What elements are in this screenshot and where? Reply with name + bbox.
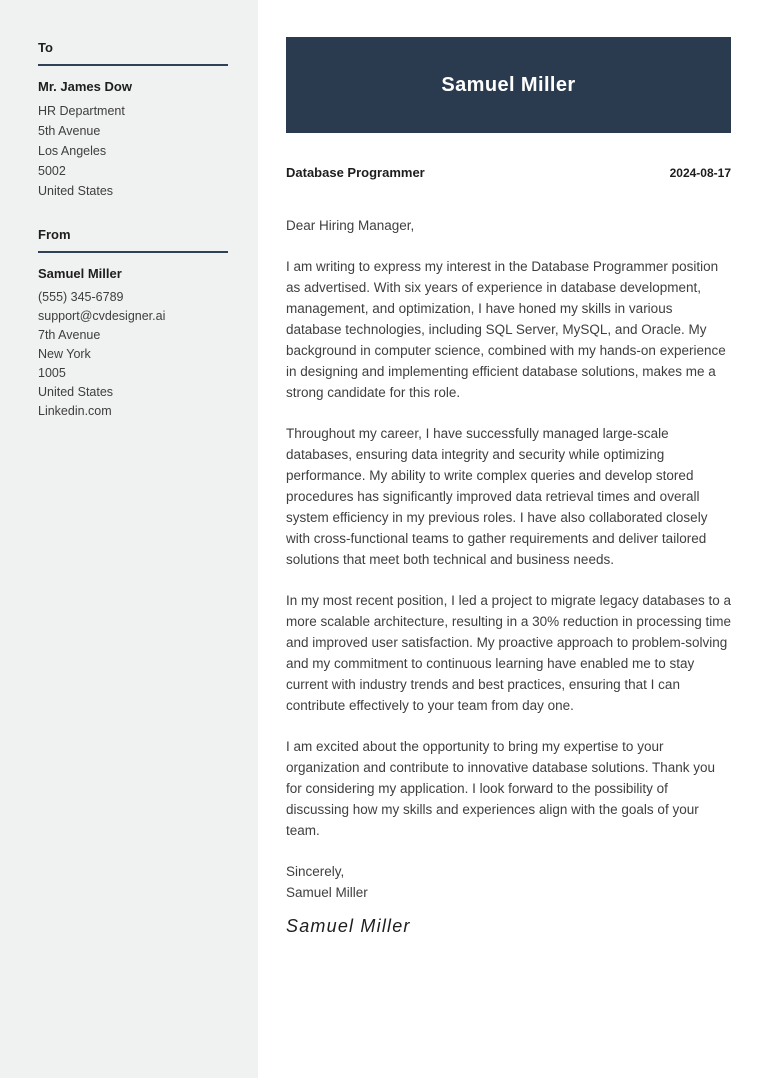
sender-phone: (555) 345-6789	[38, 290, 124, 304]
sender-street: 7th Avenue	[38, 328, 101, 342]
sender-name: Samuel Miller	[38, 266, 122, 281]
recipient-section	[38, 40, 228, 201]
meta-row	[286, 165, 731, 180]
letter-date: 2024-08-17	[669, 166, 731, 180]
signature: Samuel Miller	[286, 916, 411, 936]
to-divider	[38, 64, 228, 66]
sidebar	[0, 0, 258, 1078]
candidate-name: Samuel Miller	[441, 73, 576, 96]
greeting: Dear Hiring Manager,	[286, 218, 415, 233]
from-heading: From	[38, 227, 71, 242]
paragraph-career: Throughout my career, I have successfully managed large-scale databases, ensuring data integrity and security while optimizing performance. My ability to write complex queries and develop stored procedures has significantly improved data retrieval times and overall system efficiency in my previous roles. I have also collaborated closely with cross-functional teams to gather requirements and deliver tailored solutions that meet both technical and business needs.	[286, 426, 708, 567]
recipient-country: United States	[38, 184, 114, 198]
sender-email: support@cvdesigner.ai	[38, 309, 166, 323]
job-title: Database Programmer	[286, 165, 425, 180]
closing-name: Samuel Miller	[286, 885, 368, 900]
recipient-department: HR Department	[38, 104, 125, 118]
sender-country: United States	[38, 385, 114, 399]
sender-city: New York	[38, 347, 91, 361]
letter-main	[286, 0, 731, 937]
paragraph-close: I am excited about the opportunity to bring my expertise to your organization and contribute to innovative database solutions. Thank you for considering my application. I look forward to the possibility of discussing how my skills and experiences align with the goals of your team.	[286, 739, 716, 838]
sender-postcode: 1005	[38, 366, 66, 380]
paragraph-intro: I am writing to express my interest in the Database Programmer position as advertised. With six years of experience in database development, management, and optimization, I have honed my skills in various database technologies, including SQL Server, MySQL, and Oracle. My background in computer science, combined with my hands-on experience in designing and implementing efficient database solutions, makes me a strong candidate for this role.	[286, 259, 726, 400]
closing-salutation: Sincerely,	[286, 864, 345, 879]
recipient-street: 5th Avenue	[38, 124, 101, 138]
letter-body	[286, 215, 731, 937]
from-divider	[38, 251, 228, 253]
recipient-city: Los Angeles	[38, 144, 107, 158]
to-heading: To	[38, 40, 53, 55]
name-banner	[286, 37, 731, 133]
recipient-postcode: 5002	[38, 164, 66, 178]
paragraph-achievement: In my most recent position, I led a project to migrate legacy databases to a more scalable architecture, resulting in a 30% reduction in processing time and improved user satisfaction. My proactive approach to problem-solving and my commitment to continuous learning have enabled me to stay current with industry trends and best practices, ensuring that I can contribute effectively to your team from day one.	[286, 593, 731, 713]
sender-section	[38, 227, 228, 421]
sender-linkedin: Linkedin.com	[38, 404, 112, 418]
closing-block	[286, 861, 731, 903]
recipient-name: Mr. James Dow	[38, 79, 132, 94]
